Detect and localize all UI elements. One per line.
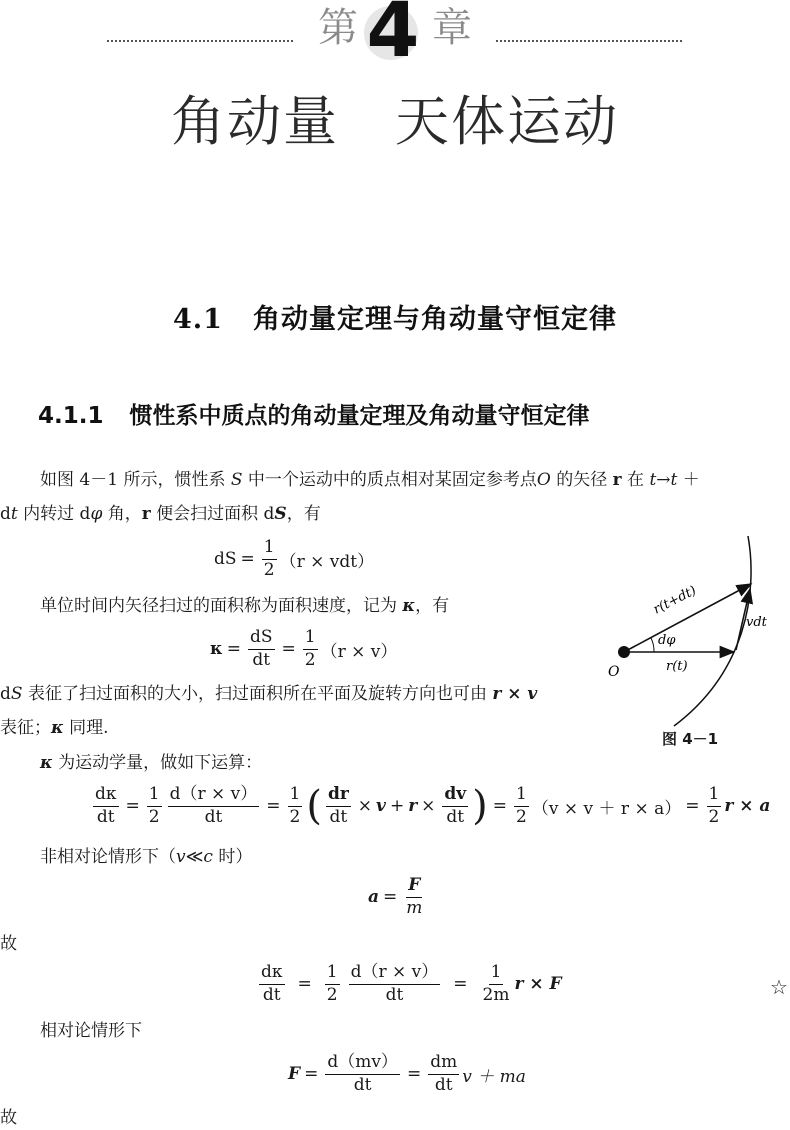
origin-point	[618, 646, 630, 658]
para3-line2: 表征；κ 同理.	[0, 718, 109, 738]
subsection-title-text: 惯性系中质点的角动量定理及角动量守恒定律	[129, 403, 590, 429]
section-title-text: 角动量定理与角动量守恒定律	[252, 304, 617, 335]
word-gu-2: 故	[0, 1108, 17, 1128]
para1-line1: 如图 4－1 所示，惯性系 S 中一个运动中的质点相对某固定参考点O 的矢径 r 在 t→t ＋	[40, 470, 700, 490]
para2: 单位时间内矢径扫过的面积称为面积速度，记为 κ，有	[40, 596, 450, 616]
equation-2: κ = $\frac{dS}{dt}$ = $\frac{1}{2}$ （r × v）	[210, 627, 398, 670]
star-marker: ☆	[770, 975, 788, 999]
equation-6: F = $\frac{d(mv)}{dt}$ = $\frac{dm}{dt}$ v ＋ ma	[288, 1052, 526, 1095]
para1-line2: dt 内转过 dφ 角，r 便会扫过面积 dS，有	[0, 504, 321, 524]
equation-5: $\frac{d\kappa}{dt}$ = $\frac{1}{2}$ $\frac{d(r \times v)}{dt}$ = $\frac{1}{2m}$ r × F	[261, 962, 562, 1005]
section-number: 4.1	[173, 304, 223, 335]
chapter-number: 4	[366, 0, 420, 74]
figure-caption: 图 4－1	[662, 730, 719, 748]
para5: 非相对论情形下（v≪c 时）	[40, 847, 253, 867]
label-O: O	[608, 664, 620, 680]
word-gu: 故	[0, 934, 17, 954]
figure-4-1	[596, 532, 790, 728]
chapter-title: 角动量 天体运动	[171, 90, 619, 153]
label-rt: r(t)	[666, 659, 688, 674]
label-rtdt: r(t+dt)	[651, 583, 699, 618]
subsection-title	[38, 397, 590, 430]
label-vdt: vdt	[746, 615, 767, 630]
subsection-number: 4.1.1	[38, 403, 104, 429]
label-dphi: dφ	[658, 633, 676, 648]
para3-line1: dS 表征了扫过面积的大小，扫过面积所在平面及旋转方向也可由 r × v	[0, 684, 538, 704]
section-title	[0, 297, 790, 336]
chapter-prefix: 第	[318, 5, 358, 51]
equation-1: dS = $\frac{1}{2}$ （r × vdt）	[214, 537, 375, 580]
angle-arc	[651, 638, 654, 652]
para4: κ 为运动学量，做如下运算：	[40, 753, 263, 773]
equation-3: $\frac{d\kappa}{dt}$ = $\frac{1}{2}$ $\frac{d(r \times v)}{dt}$ = $\frac{1}{2}$ ( $\frac{dr}{dt}$ × v + r × $\frac{dv}{dt}$ ) = $\frac{1}{2}$ （v × v ＋ r × a） = $\frac{1}{2}$ r × a	[95, 783, 771, 830]
para6: 相对论情形下	[40, 1021, 142, 1041]
trajectory-curve	[674, 536, 751, 726]
equation-4: a = $\frac{F}{m}$	[368, 875, 423, 918]
chapter-suffix: 章	[432, 5, 472, 51]
header-dotted-line-right	[496, 40, 682, 42]
header-dotted-line-left	[107, 40, 293, 42]
